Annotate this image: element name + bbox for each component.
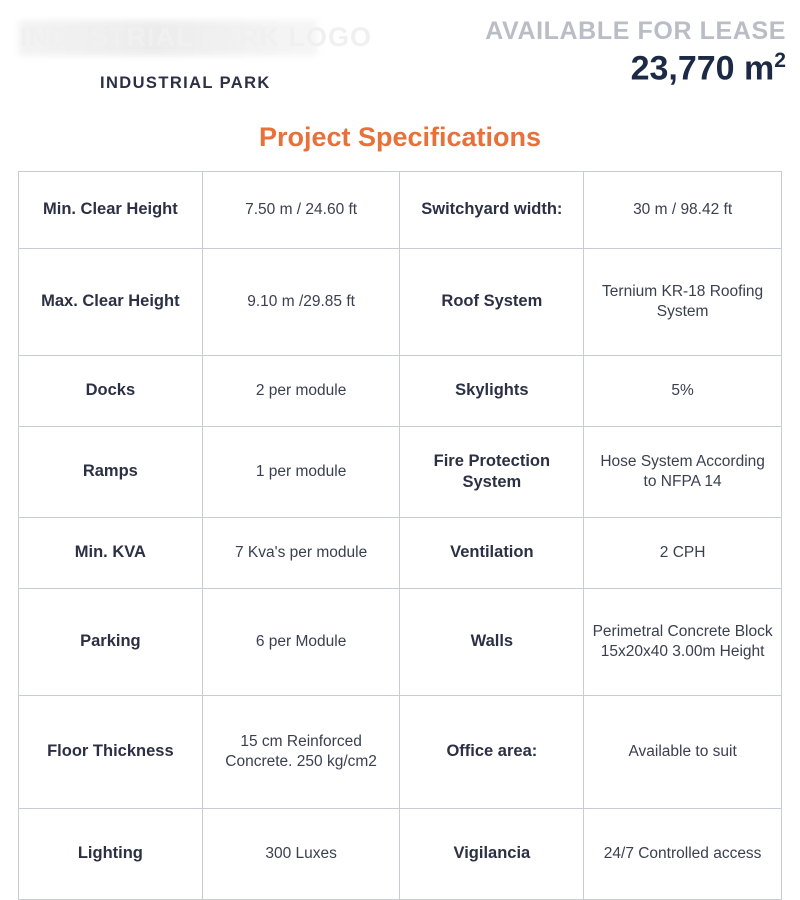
lease-area <box>485 48 786 89</box>
brand-subtitle: INDUSTRIAL PARK <box>100 74 271 92</box>
lease-area-exponent: 2 <box>774 49 786 73</box>
page-title: Project Specifications <box>258 122 542 152</box>
spec-key: Ventilation <box>400 518 584 589</box>
table-row <box>19 172 782 249</box>
table-row <box>19 356 782 427</box>
spec-key: Switchyard width: <box>400 172 584 249</box>
brand-block <box>18 16 373 92</box>
spec-key: Min. KVA <box>19 518 203 589</box>
table-row <box>19 518 782 589</box>
specs-container <box>0 171 800 900</box>
spec-value: 7.50 m / 24.60 ft <box>202 172 400 249</box>
spec-key: Floor Thickness <box>19 696 203 809</box>
spec-value: Ternium KR-18 Roofing System <box>584 249 782 356</box>
lease-availability <box>485 18 786 89</box>
spec-value: 2 per module <box>202 356 400 427</box>
spec-key: Office area: <box>400 696 584 809</box>
spec-key: Lighting <box>19 809 203 900</box>
spec-key: Roof System <box>400 249 584 356</box>
spec-value: 300 Luxes <box>202 809 400 900</box>
spec-value: 6 per Module <box>202 589 400 696</box>
spec-value: 24/7 Controlled access <box>584 809 782 900</box>
table-row <box>19 249 782 356</box>
table-row <box>19 427 782 518</box>
spec-key: Max. Clear Height <box>19 249 203 356</box>
spec-value: Perimetral Concrete Block 15x20x40 3.00m Height <box>584 589 782 696</box>
spec-value: Available to suit <box>584 696 782 809</box>
spec-key: Skylights <box>400 356 584 427</box>
table-row <box>19 589 782 696</box>
spec-key: Ramps <box>19 427 203 518</box>
spec-key: Walls <box>400 589 584 696</box>
spec-value: 5% <box>584 356 782 427</box>
spec-key: Docks <box>19 356 203 427</box>
spec-value: 15 cm Reinforced Concrete. 250 kg/cm2 <box>202 696 400 809</box>
lease-label: AVAILABLE FOR LEASE <box>485 17 786 45</box>
spec-key: Vigilancia <box>400 809 584 900</box>
table-row <box>19 809 782 900</box>
spec-value: 2 CPH <box>584 518 782 589</box>
spec-value: 30 m / 98.42 ft <box>584 172 782 249</box>
spec-key: Fire Protection System <box>400 427 584 518</box>
spec-key: Parking <box>19 589 203 696</box>
specifications-table <box>18 171 782 900</box>
spec-value: 9.10 m /29.85 ft <box>202 249 400 356</box>
spec-value: 1 per module <box>202 427 400 518</box>
spec-value: 7 Kva's per module <box>202 518 400 589</box>
lease-area-value: 23,770 m <box>630 49 775 88</box>
logo <box>18 16 373 62</box>
spec-key: Min. Clear Height <box>19 172 203 249</box>
spec-value: Hose System According to NFPA 14 <box>584 427 782 518</box>
brand-name: INDUSTRIAL PARK LOGO <box>20 22 373 52</box>
page-header <box>0 0 800 108</box>
table-row <box>19 696 782 809</box>
